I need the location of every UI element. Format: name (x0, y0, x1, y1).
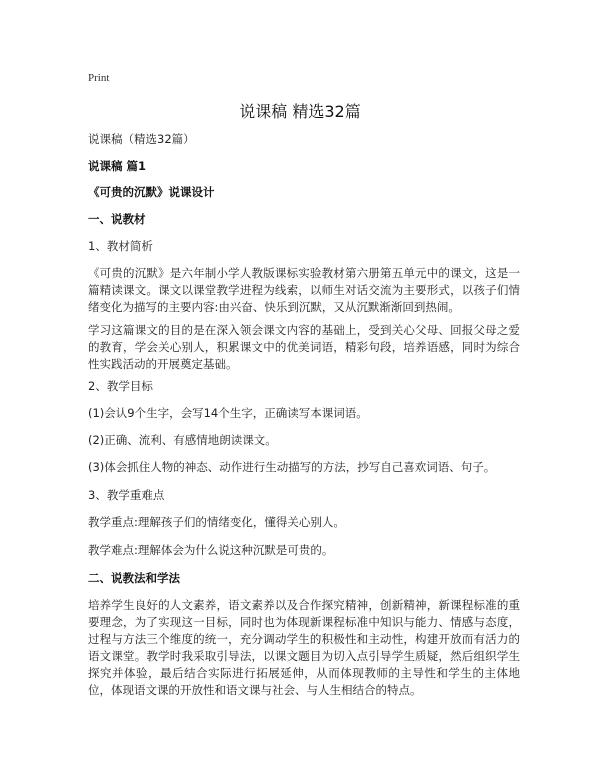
goal-item-2: (2)正确、流利、有感情地朗读课文。 (88, 433, 277, 447)
paragraph-learning-purpose: 学习这篇课文的目的是在深入领会课文内容的基础上，受到关心父母、回报父母之爱的教育，学会关心别人，积累课文中的优美词语，精彩句段，培养语感，同时为综合性实践活动的开展奠定基础。 (88, 323, 520, 371)
print-label: Print (88, 72, 110, 84)
key-point-difficulty: 教学难点:理解体会为什么说这种沉默是可贵的。 (88, 543, 334, 557)
subheading-material-analysis: 1、教材简析 (88, 239, 153, 253)
goal-item-3: (3)体会抓住人物的神态、动作进行生动描写的方法，抄写自己喜欢词语、句子。 (88, 460, 496, 474)
doc-subtitle: 说课稿（精选32篇） (88, 132, 195, 146)
design-title: 《可贵的沉默》说课设计 (88, 185, 215, 199)
heading-teaching-methods: 二、说教法和学法 (88, 571, 180, 585)
heading-teaching-material: 一、说教材 (88, 212, 146, 226)
key-point-focus: 教学重点:理解孩子们的情绪变化，懂得关心别人。 (88, 515, 345, 529)
section-label: 说课稿 篇1 (88, 159, 147, 173)
goal-item-1: (1)会认9个生字，会写14个生字，正确读写本课词语。 (88, 406, 368, 420)
paragraph-material-analysis: 《可贵的沉默》是六年制小学人教版课标实验教材第六册第五单元中的课文，这是一篇精读课文。课文以课堂教学进程为线索，以师生对话交流为主要形式，以孩子们情绪变化为描写的主要内容:由兴奋、快乐到沉默，又从沉默渐渐回到热闹。 (88, 266, 520, 314)
page-title: 说课稿 精选32篇 (239, 102, 361, 121)
subheading-teaching-goals: 2、教学目标 (88, 379, 153, 393)
subheading-key-points: 3、教学重难点 (88, 488, 165, 502)
paragraph-teaching-methods: 培养学生良好的人文素养，语文素养以及合作探究精神，创新精神，新课程标准的重要理念，为了实现这一目标，同时也为体现新课程标准中知识与能力、情感与态度，过程与方法三个维度的统一，充分调动学生的积极性和主动性，构建开放而有活力的语文课堂。教学时我采取引导法，以课文题目为切入点引导学生质疑，然后组织学生探究并体验，最后结合实际进行拓展延伸，从而体现教师的主导性和学生的主体地位，体现语文课的开放性和语文课与社会、与人生相结合的特点。 (88, 598, 520, 697)
